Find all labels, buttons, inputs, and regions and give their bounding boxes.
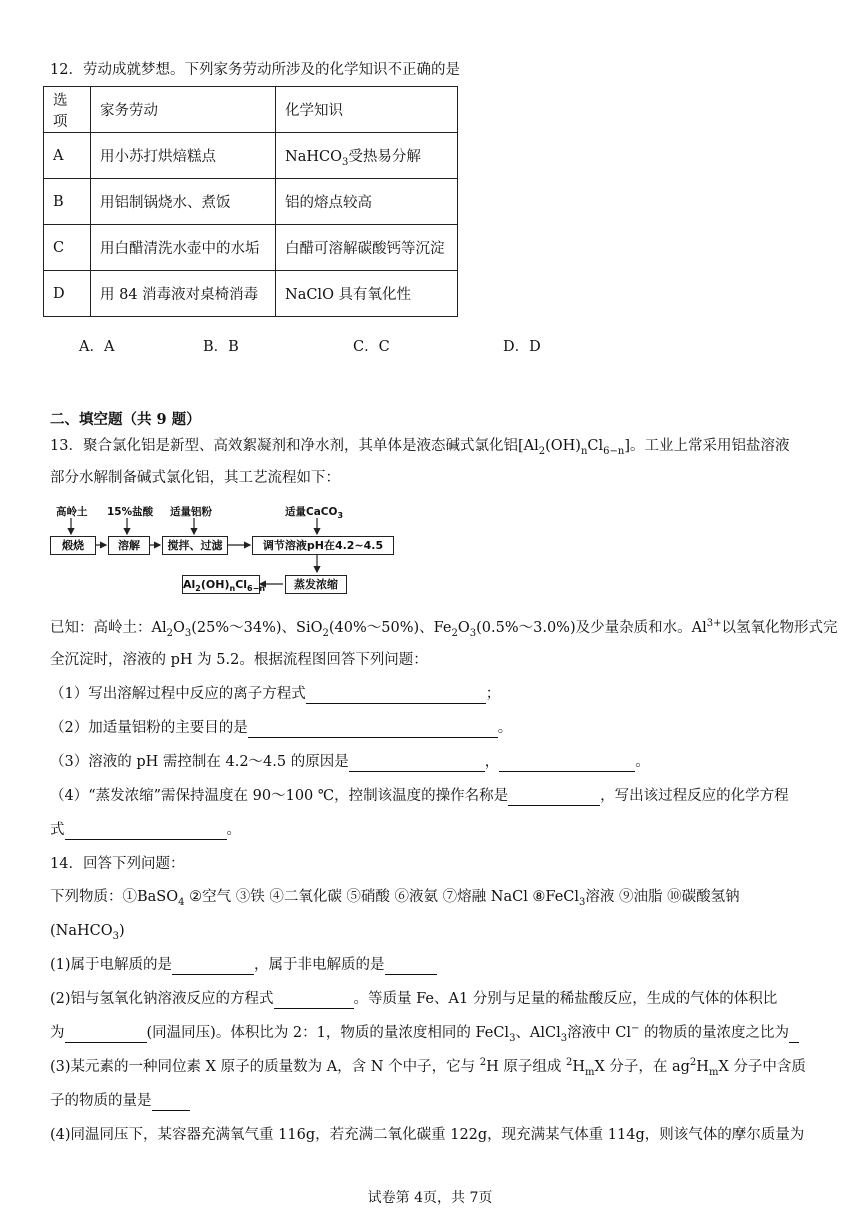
choice-b[interactable]: B．B <box>203 339 239 355</box>
row-knowledge: NaClO 具有氧化性 <box>276 271 458 317</box>
row-task: 用小苏打烘焙糕点 <box>91 133 276 179</box>
row-knowledge: NaHCO$_3$受热易分解 <box>276 133 458 179</box>
step-dissolve: 溶解 <box>108 536 150 555</box>
q13-part4: （4）“蒸发浓缩”需保持温度在 90～100 ℃，控制该温度的操作名称是 ，写出该过程反应的化学方程 <box>50 788 789 804</box>
q13-part1: （1）写出溶解过程中反应的离子方程式 ； <box>50 686 501 702</box>
table-row <box>44 87 458 133</box>
q14-substance-list: 下列物质：①BaSO$_4$ ②空气 ③铁 ④二氧化碳 ⑤硝酸 ⑥液氨 ⑦熔融 NaCl ⑧FeCl$_3$溶液 ⑨油脂 ⑩碳酸氢钠 <box>50 889 740 908</box>
q13-known-2: 全沉淀时，溶液的 pH 为 5.2。根据流程图回答下列问题： <box>50 652 428 668</box>
answer-blank[interactable] <box>152 1094 190 1111</box>
choice-a[interactable]: A．A <box>79 339 115 355</box>
q13-line2: 部分水解制备碱式氯化铝，其工艺流程如下： <box>50 470 340 486</box>
answer-blank[interactable] <box>65 1026 147 1043</box>
q13-part3: （3）溶液的 pH 需控制在 4.2～4.5 的原因是 ， 。 <box>50 754 650 770</box>
answer-blank[interactable] <box>65 823 227 840</box>
row-task: 用白醋清洗水壶中的水垢 <box>91 225 276 271</box>
header-option: 选项 <box>44 87 91 133</box>
q14-part3-cont: 子的物质的量是 <box>50 1091 190 1111</box>
row-option: B <box>44 179 91 225</box>
row-task: 用 84 消毒液对桌椅消毒 <box>91 271 276 317</box>
section-title: 二、填空题（共 9 题） <box>50 411 201 428</box>
row-option: D <box>44 271 91 317</box>
q13-part2: （2）加适量铝粉的主要目的是 。 <box>50 720 513 736</box>
table-row <box>44 179 458 225</box>
product-box: $Al_2(OH)_nCl_{6-n}$ <box>182 575 260 594</box>
answer-blank[interactable] <box>385 958 437 975</box>
q13-part4-cont: 式 。 <box>50 822 241 838</box>
row-option: A <box>44 133 91 179</box>
row-task: 用铝制锅烧水、煮饭 <box>91 179 276 225</box>
input-hcl: 15%盐酸 <box>107 506 154 518</box>
q14-part2-cont: 为 (同温同压)。体积比为 2：1，物质的量浓度相同的 FeCl$_3$、AlCl$_3$溶液中 Cl− 的物质的量浓度之比为 <box>50 1023 799 1043</box>
input-kaolin: 高岭土 <box>56 506 88 518</box>
choice-d[interactable]: D．D <box>503 339 541 355</box>
q12-choices <box>0 335 860 355</box>
input-al-powder: 适量铝粉 <box>170 506 212 518</box>
answer-blank[interactable] <box>499 755 635 772</box>
table-row <box>44 133 458 179</box>
answer-blank[interactable] <box>306 687 486 704</box>
answer-blank[interactable] <box>274 992 354 1009</box>
q12-table <box>43 86 458 317</box>
row-knowledge: 铝的熔点较高 <box>276 179 458 225</box>
step-calcine: 煅烧 <box>50 536 96 555</box>
q13-known-1: 已知：高岭土：$Al_2O_3(25\%\sim 34\%)$、SiO$_2$(40%～50%)、$Fe_2O_3(0.5\%\sim 3.0\%)$及少量杂质和水。$Al^{3+}$以氢氧化物形式完 <box>50 618 838 639</box>
step-evaporate: 蒸发浓缩 <box>285 575 347 594</box>
q14-substance-list-cont: (NaHCO$_3$) <box>50 923 125 942</box>
answer-blank[interactable] <box>172 958 254 975</box>
q14-part3: (3)某元素的一种同位素 X 原子的质量数为 A，含 N 个中子，它与 $^2$H 原子组成 $^2H_mX$ 分子，在 $ag^2H_mX$ 分子中含质 <box>50 1057 806 1078</box>
answer-blank[interactable] <box>789 1026 799 1043</box>
header-knowledge: 化学知识 <box>276 87 458 133</box>
q13-line1: 13．聚合氯化铝是新型、高效絮凝剂和净水剂，其单体是液态碱式氯化铝$[Al_2(OH)_nCl_{6-n}]$。工业上常采用铝盐溶液 <box>50 438 790 457</box>
step-adjust-ph: 调节溶液pH在4.2~4.5 <box>252 536 394 555</box>
row-knowledge: 白醋可溶解碳酸钙等沉淀 <box>276 225 458 271</box>
header-task: 家务劳动 <box>91 87 276 133</box>
answer-blank[interactable] <box>508 789 600 806</box>
row-option: C <box>44 225 91 271</box>
step-stir-filter: 搅拌、过滤 <box>162 536 228 555</box>
answer-blank[interactable] <box>248 721 498 738</box>
q14-part1: (1)属于电解质的是 ，属于非电解质的是 <box>50 955 437 975</box>
q14-part2: (2)铝与氢氧化钠溶液反应的方程式 。等质量 Fe、A1 分别与足量的稀盐酸反应，生成的气体的体积比 <box>50 991 778 1007</box>
choice-c[interactable]: C．C <box>353 339 390 355</box>
q14-part4: (4)同温同压下，某容器充满氧气重 116g，若充满二氧化碳重 122g，现充满某气体重 114g，则该气体的摩尔质量为 <box>50 1127 805 1143</box>
page-footer: 试卷第 4页，共 7页 <box>367 1190 493 1206</box>
q14-title: 14．回答下列问题： <box>50 856 185 872</box>
answer-blank[interactable] <box>349 755 485 772</box>
input-caco3: 适量CaCO$_3$ <box>285 506 344 521</box>
q12-stem: 12．劳动成就梦想。下列家务劳动所涉及的化学知识不正确的是 <box>50 62 460 78</box>
table-row <box>44 225 458 271</box>
table-row <box>44 271 458 317</box>
